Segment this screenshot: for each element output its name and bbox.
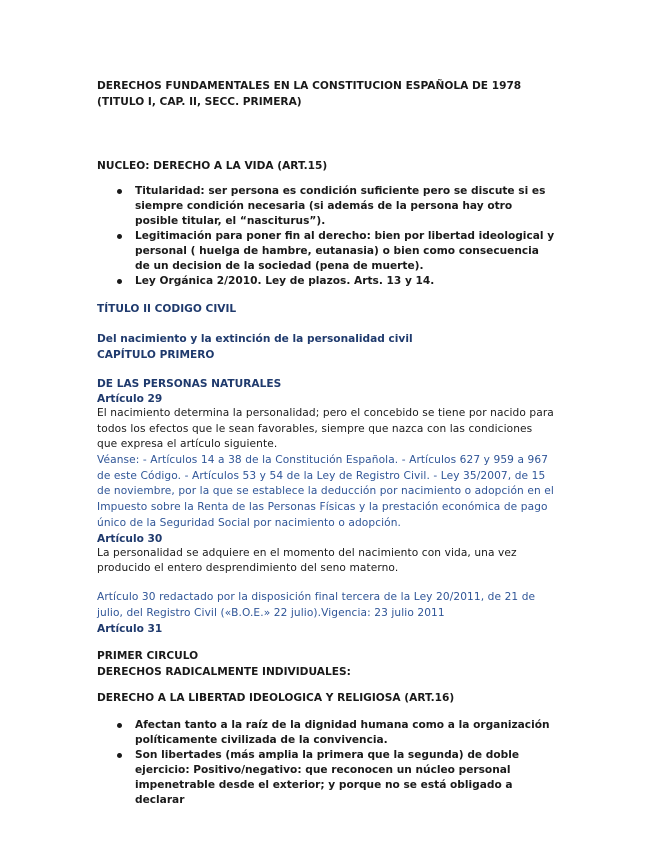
libertad-bullet-list	[97, 718, 555, 808]
bullet-icon	[117, 723, 122, 728]
list-item	[135, 748, 555, 808]
derechos-individuales-heading: DERECHOS RADICALMENTE INDIVIDUALES:	[97, 665, 351, 678]
personalidad-civil-subtitle: Del nacimiento y la extinción de la personalidad civil	[97, 333, 413, 345]
titulo-ii-heading: TÍTULO II CODIGO CIVIL	[97, 303, 237, 315]
articulo-30-text: La personalidad se adquiere en el momento del nacimiento con vida, una vez producido el entero desprendimiento del seno materno.	[97, 546, 517, 575]
list-item-text: Son libertades (más amplia la primera que la segunda) de doble ejercicio: Positivo/negativo: que reconocen un núcleo personal impenetrable desde el exterior; y porque no se está obligado a declarar	[135, 748, 520, 806]
list-item	[135, 229, 555, 274]
capitulo-primero-heading: CAPÍTULO PRIMERO	[97, 349, 215, 361]
nucleo-heading: NUCLEO: DERECHO A LA VIDA (ART.15)	[97, 160, 328, 172]
list-item	[135, 718, 555, 748]
document-body	[97, 78, 555, 808]
bullet-icon	[117, 279, 122, 284]
nucleo-bullet-list	[97, 184, 555, 289]
bullet-icon	[117, 753, 122, 758]
list-item	[135, 274, 555, 289]
list-item	[135, 184, 555, 229]
articulo-29-label: Artículo 29	[97, 393, 163, 405]
list-item-text: Afectan tanto a la raíz de la dignidad humana como a la organización políticamente civilizada de la convivencia.	[135, 718, 550, 746]
articulo-29-note: Véanse: - Artículos 14 a 38 de la Constitución Española. - Artículos 627 y 959 a 967 de este Código. - Artículos 53 y 54 de la Ley de Registro Civil. - Ley 35/2007, de 15 de noviembre, por la que se establece la deducción por nacimiento o adopción en el Impuesto sobre la Renta de las Personas Físicas y la prestación económica de pago único de la Seguridad Social por nacimiento o adopción.	[97, 453, 554, 529]
libertad-ideologica-heading: DERECHO A LA LIBERTAD IDEOLOGICA Y RELIGIOSA (ART.16)	[97, 691, 455, 704]
primer-circulo-heading: PRIMER CIRCULO	[97, 649, 199, 662]
personas-naturales-heading: DE LAS PERSONAS NATURALES	[97, 378, 282, 390]
articulo-30-label: Artículo 30	[97, 532, 163, 545]
list-item-text: Legitimación para poner fin al derecho: bien por libertad ideological y personal ( huelga de hambre, eutanasia) o bien como consecuencia de un decision de la sociedad (pena de muerte).	[135, 230, 555, 272]
articulo-30-note: Artículo 30 redactado por la disposición final tercera de la Ley 20/2011, de 21 de julio, del Registro Civil («B.O.E.» 22 julio).Vigencia: 23 julio 2011	[97, 590, 536, 619]
bullet-icon	[117, 234, 122, 239]
list-item-text: Titularidad: ser persona es condición suficiente pero se discute si es siempre condición necesaria (si además de la persona hay otro posible titular, el “nasciturus”).	[135, 185, 546, 227]
document-title: DERECHOS FUNDAMENTALES EN LA CONSTITUCION ESPAÑOLA DE 1978 (TITULO I, CAP. II, SECC. PRIMERA)	[97, 80, 522, 108]
bullet-icon	[117, 189, 122, 194]
articulo-31-label: Artículo 31	[97, 622, 163, 635]
list-item-text: Ley Orgánica 2/2010. Ley de plazos. Arts. 13 y 14.	[135, 275, 435, 287]
articulo-29-text: El nacimiento determina la personalidad; pero el concebido se tiene por nacido para todos los efectos que le sean favorables, siempre que nazca con las condiciones que expresa el artículo siguiente.	[97, 407, 554, 451]
